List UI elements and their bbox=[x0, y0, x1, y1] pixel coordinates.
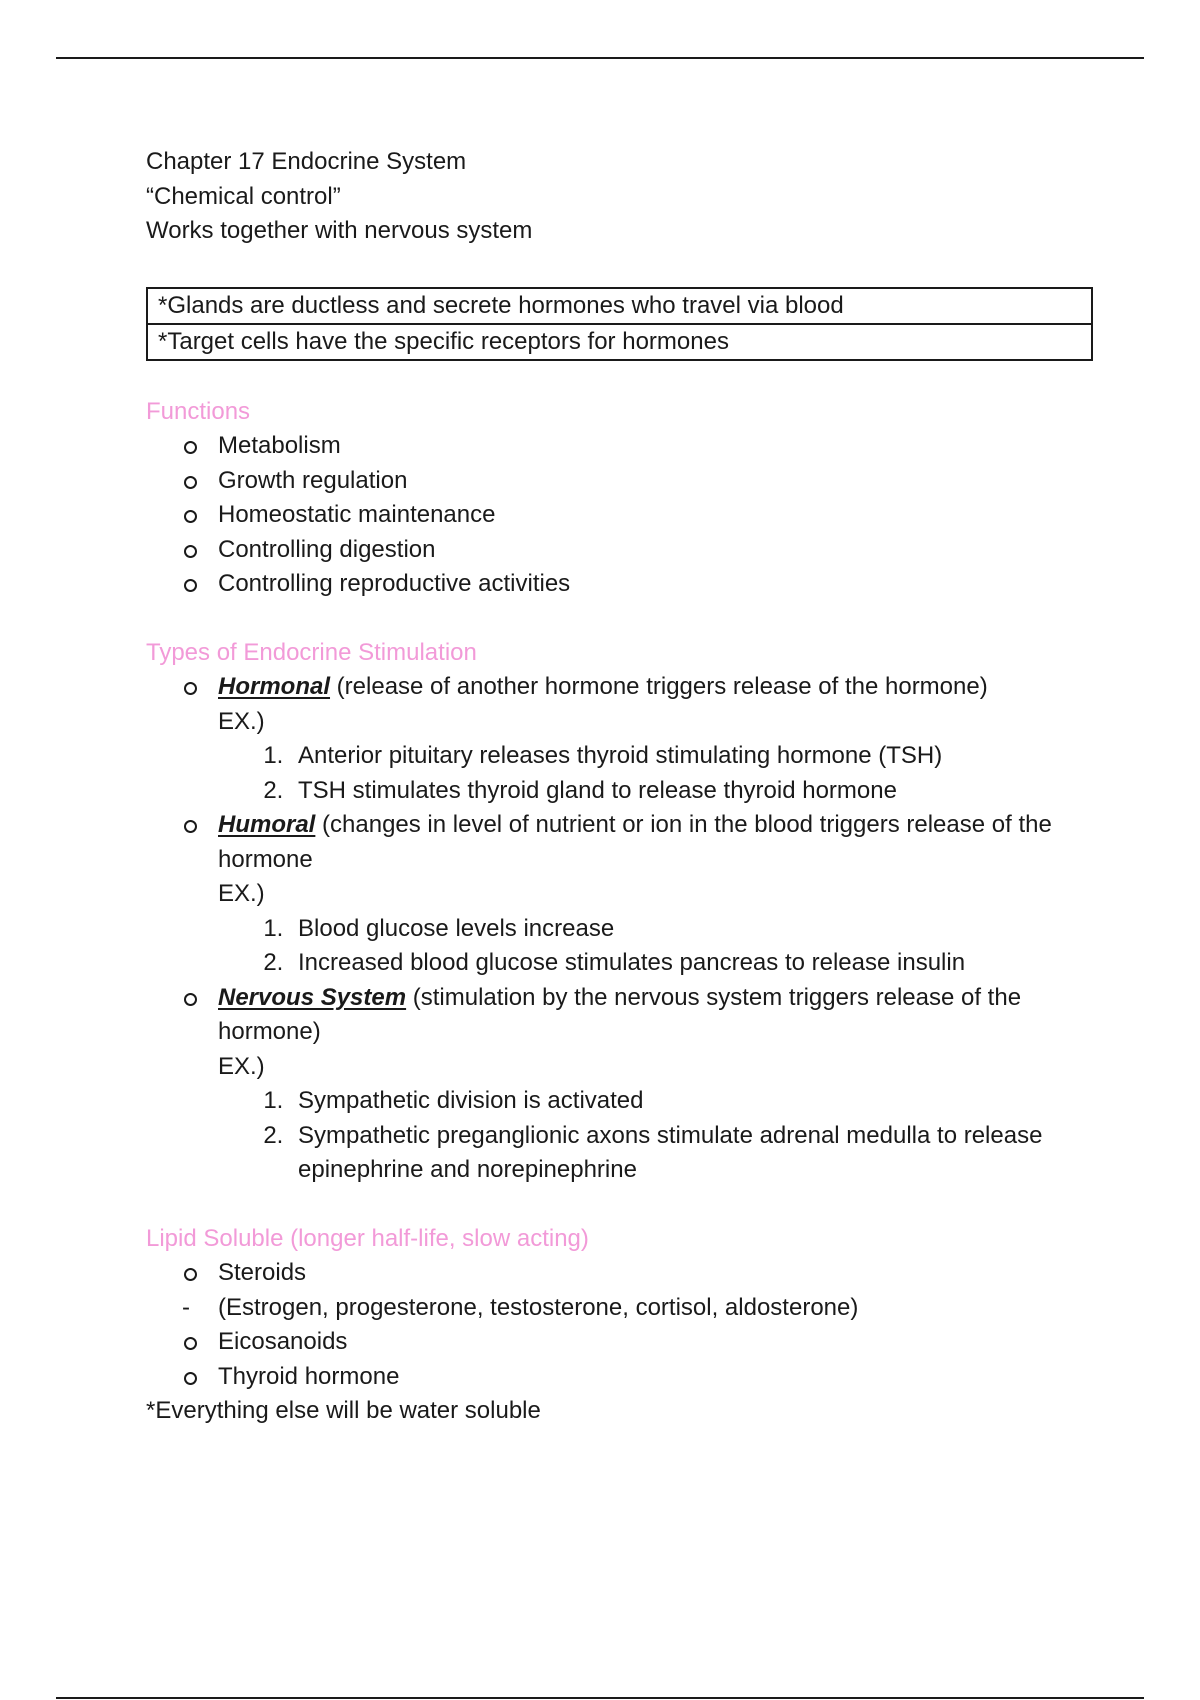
stimulation-type-hormonal bbox=[218, 670, 1106, 808]
example-steps bbox=[218, 1084, 1106, 1188]
document-body bbox=[146, 145, 1106, 1429]
functions-list bbox=[146, 429, 1106, 602]
list-item: Homeostatic maintenance bbox=[218, 498, 1106, 533]
list-item bbox=[218, 1256, 1106, 1291]
lipid-heading: Lipid Soluble (longer half-life, slow acting) bbox=[146, 1224, 589, 1252]
list-item: 2. Increased blood glucose stimulates pancreas to release insulin bbox=[290, 946, 1106, 981]
example-label: EX.) bbox=[218, 880, 265, 907]
chapter-title: Chapter 17 Endocrine System bbox=[146, 148, 467, 175]
example-label: EX.) bbox=[218, 707, 265, 735]
chapter-subtitle: “Chemical control” bbox=[146, 182, 341, 210]
list-item: Thyroid hormone bbox=[218, 1360, 1106, 1395]
list-item: Growth regulation bbox=[218, 464, 1106, 499]
footnote: *Everything else will be water soluble bbox=[146, 1397, 541, 1424]
lipid-list-continued bbox=[146, 1325, 1106, 1394]
steroid-examples: (Estrogen, progesterone, testosterone, cortisol, aldosterone) bbox=[218, 1293, 859, 1321]
term-description: (release of another hormone triggers release of the hormone) bbox=[330, 673, 988, 700]
term-description: (stimulation by the nervous system triggers release of the hormone) bbox=[218, 983, 1022, 1045]
notes-box-row: *Target cells have the specific receptors for hormones bbox=[148, 323, 1091, 359]
list-item: Metabolism bbox=[218, 429, 1106, 464]
list-item: Eicosanoids bbox=[218, 1325, 1106, 1360]
example-steps bbox=[218, 739, 1106, 808]
example-steps bbox=[218, 912, 1106, 981]
list-item: Controlling digestion bbox=[218, 533, 1106, 568]
term-humoral: Humoral bbox=[218, 811, 316, 838]
term-nervous-system: Nervous System bbox=[218, 983, 407, 1011]
notes-box-row: *Glands are ductless and secrete hormones who travel via blood bbox=[158, 291, 844, 319]
list-item: 1. Blood glucose levels increase bbox=[290, 912, 1106, 947]
stimulation-type-humoral bbox=[218, 808, 1106, 981]
chapter-intro: Works together with nervous system bbox=[146, 217, 533, 244]
notes-box bbox=[146, 287, 1093, 361]
top-rule bbox=[56, 57, 1144, 59]
steroids-label: Steroids bbox=[218, 1259, 307, 1286]
stimulation-heading: Types of Endocrine Stimulation bbox=[146, 638, 477, 666]
list-item: Controlling reproductive activities bbox=[218, 567, 1106, 602]
term-hormonal: Hormonal bbox=[218, 673, 331, 700]
term-description: (changes in level of nutrient or ion in the blood triggers release of the hormone bbox=[218, 811, 1052, 873]
list-item: 1. Sympathetic division is activated bbox=[290, 1084, 1106, 1119]
bottom-rule bbox=[56, 1697, 1144, 1699]
stimulation-list bbox=[146, 670, 1106, 1188]
example-label: EX.) bbox=[218, 1052, 265, 1080]
functions-heading: Functions bbox=[146, 397, 251, 425]
stimulation-type-nervous-system bbox=[218, 981, 1106, 1188]
steroid-examples-row bbox=[182, 1291, 1106, 1326]
list-item: 2. Sympathetic preganglionic axons stimulate adrenal medulla to release epinephrine and norepinephrine bbox=[290, 1119, 1106, 1188]
list-item: 1. Anterior pituitary releases thyroid stimulating hormone (TSH) bbox=[290, 739, 1106, 774]
lipid-list bbox=[146, 1256, 1106, 1291]
dash-marker: - bbox=[182, 1293, 190, 1321]
list-item: 2. TSH stimulates thyroid gland to release thyroid hormone bbox=[290, 774, 1106, 809]
